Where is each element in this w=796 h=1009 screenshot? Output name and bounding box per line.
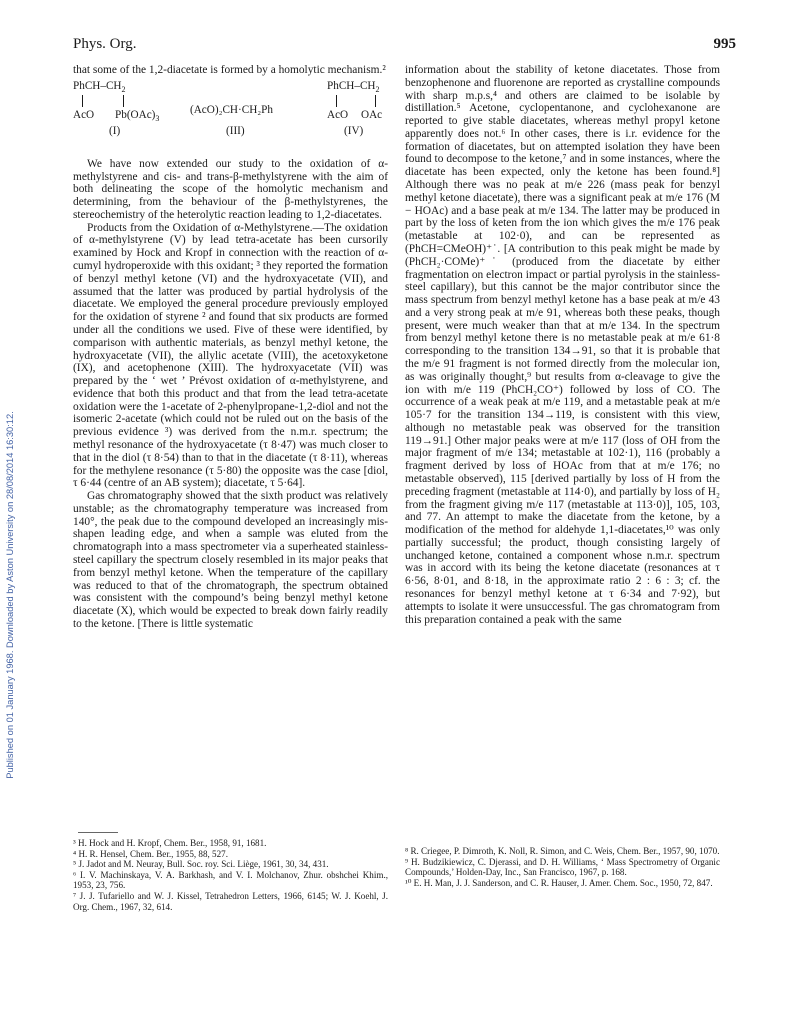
- structure-I-bottom-right: $Pb(OAc)_3$: [115, 108, 160, 124]
- footnote: ⁶ I. V. Machinskaya, V. A. Barkhash, and V. I. Molchanov, Zhur. obshchei Khim., 1953, 23, 756.: [73, 869, 388, 891]
- structure-I-bottom-left: AcO: [73, 108, 95, 121]
- bond-line: [123, 95, 124, 107]
- structure-III-label: (III): [226, 124, 245, 137]
- footnote: ³ H. Hock and H. Kropf, Chem. Ber., 1958, 91, 1681.: [73, 838, 267, 848]
- structure-IV-top: PhCH–$CH_2$: [327, 79, 380, 95]
- provenance-sidebar: [3, 215, 17, 975]
- provenance-text: Published on 01 January 1968. Downloaded by Aston University on 28/08/2014 16:30:12.: [5, 411, 15, 779]
- structure-IV-bottom-left: AcO: [327, 108, 349, 121]
- footnotes-left: [73, 838, 388, 912]
- paragraph: Products from the Oxidation of α-Methylstyrene.—The oxidation of α-methylstyrene (V) by lead tetra-acetate has been cursorily examined by Hock and Kropf in connection with the reaction of α-cumyl hydroperoxide with this oxidant; ³ they reported the formation of benzyl methyl ketone (VI) and the hydroxyacetate (VII), and assumed that the latter was produced by partial hydrolysis of the diacetate. We employed the general procedure previously employed for the oxidation of styrene ² and found that six products are formed under all the conditions we used. Five of these were identified, by comparison with authentic materials, as benzyl methyl ketone, the hydroxyacetate (VII), the allylic acetate (VIII), the acetoxyketone (IX), and acetophenone (XIII). The hydroxyacetate (VII) was prepared by the ‘ wet ’ Prévost oxidation of α-methylstyrene, and evidence that both this product and that from the lead tetra-acetate oxidation were the 1-acetate of 2-phenylpropane-1,2-diol and not the isomeric 2-acetate (which could not be ruled out on the basis of the previous evidence ³) was derived from the n.m.r. spectrum; the methyl resonance of the hydroxyacetate (τ 8·47) was much closer to that in the diol (τ 8·54) than to that in the diacetate (τ 8·11), whereas for the methylene resonance (τ 5·80) the opposite was the case [diol, τ 6·44 (centre of an AB system); diacetate, τ 5·64].: [73, 221, 388, 490]
- footnote: ⁷ J. J. Tufariello and W. J. Kissel, Tetrahedron Letters, 1966, 6145; W. J. Koehl, J. Org. Chem., 1967, 32, 614.: [73, 890, 388, 912]
- paragraph: We have now extended our study to the oxidation of α-methylstyrene and cis- and trans-β-methylstyrene with the aim of both delineating the scope of the homolytic mechanism and determining, from the behaviour of the β-methylstyrenes, the stereochemistry of the heterolytic reaction leading to 1,2-diacetates.: [73, 157, 388, 221]
- page-number: 995: [713, 36, 736, 52]
- structure-IV-bottom-right: OAc: [361, 108, 383, 121]
- footnote: ⁸ R. Criegee, P. Dimroth, K. Noll, R. Simon, and C. Weis, Chem. Ber., 1957, 90, 1070.: [405, 846, 720, 856]
- running-head-section: Phys. Org.: [73, 36, 137, 52]
- paragraph: that some of the 1,2-diacetate is formed by a homolytic mechanism.²: [73, 64, 386, 76]
- structure-I-label: (I): [109, 124, 121, 137]
- footnote: ¹⁰ E. H. Man, J. J. Sanderson, and C. R. Hauser, J. Amer. Chem. Soc., 1950, 72, 847.: [405, 877, 713, 888]
- footnote-divider: [78, 832, 118, 833]
- bond-line: [375, 95, 376, 107]
- structure-III: (AcO)₂CH·CH₂Ph: [190, 103, 273, 116]
- paragraph: information about the stability of ketone diacetates. Those from benzophenone and fluorenone are reported as crystalline compounds with sharp m.p.s,⁴ and others are claimed to be isolable by distillation.⁵ Acetone, cyclopentanone, and cyclohexanone are reported to give stable diacetates, whereas methyl propyl ketone apparently does not.⁶ In other cases, there is i.r. evidence for the formation of diacetates, but on attempted isolation they have been found to decompose to the ketone,⁷ and in some instances, where the diacetate has been expected, only the ketone has been found.⁸] Although there was no peak at m/e 226 (mass peak for benzyl methyl ketone diacetate), there was a significant peak at m/e 176 (M − HOAc) and a base peak at m/e 134. The latter may be produced in part by the loss of keten from the ion which gives the m/e 176 peak (metastable at 102·0), and can be represented as (PhCH=CMeOH)⁺˙. [A contribution to this peak might be made by (PhCH₂·COMe)⁺˙ (produced from the diacetate by either fragmentation on electron impact or partial pyrolysis in the stainless-steel capillary), but this cannot be the major contributor since the mass spectrum from benzyl methyl ketone has a base peak at m/e 43 and a very strong peak at m/e 91, whereas both these peaks, though present, were much weaker than that at m/e 134. In the spectrum from benzyl methyl ketone there is no metastable peak at m/e 61·8 corresponding to the transition 134→91, so that it is probable that the m/e 91 fragment is not formed directly from the molecular ion, as was originally thought,⁹ but results from α-cleavage to give the ion with m/e 119 (PhCH₂CO⁺) followed by loss of CO. The occurrence of a weak peak at m/e 119, and a metastable peak at m/e 105·7 for the transition 134→119, is consistent with this view, although no metastable peak was observed for the transition 119→91.] Other major peaks were at m/e 117 (loss of OH from the major fragment of m/e 134; metastable at 102·1), 116 (probably a fragment derived by loss of HOAc from that at m/e 176; no metastable observed), 115 [derived partially by loss of H from the preceding fragment (metastable at 114·0), and partially by loss of H₂ from the fragment giving m/e 117 (metastable at 113·0)], 105, 103, and 77. An attempt to make the diacetate from the ketone, by a modification of the method for aldehyde 1,1-diacetates,¹⁰ was only partially successful; the product, though consisting largely of unchanged ketone, contained a component whose n.m.r. spectrum was in accord with its being the ketone diacetate (resonances at τ 6·56, 8·01, and 8·18, in the approximate ratio 2 : 6 : 3; cf. the resonances for benzyl methyl ketone at τ 6·34 and 7·92), but attempts to isolate it were unsuccessful. The gas chromatogram from this preparation contained a peak with the same: [405, 64, 720, 626]
- footnotes-right: [405, 846, 720, 888]
- bond-line: [82, 95, 83, 107]
- structure-formulas: [73, 80, 388, 154]
- footnote: ⁹ H. Budzikiewicz, C. Djerassi, and D. H. Williams, ‘ Mass Spectrometry of Organic Compounds,’ Holden-Day, Inc., San Francisco, 1967, p. 168.: [405, 856, 720, 878]
- paragraph: Gas chromatography showed that the sixth product was relatively unstable; as the chromatography temperature was increased from 140°, the peak due to the compound developed an increasingly mis-shapen leading edge, and when a sample was eluted from the chromatograph into a mass spectrometer via a superheated stainless-steel capillary the spectrum closely resembled in its major peaks that from benzyl methyl ketone. When the temperature of the capillary was reduced to that of the chromatograph, the spectrum obtained was consistent with the compound’s being benzyl methyl ketone diacetate (X), which would be expected to break down fairly readily to the ketone. [There is little systematic: [73, 490, 388, 630]
- structure-IV-label: (IV): [344, 124, 364, 137]
- bond-line: [336, 95, 337, 107]
- footnote: ⁵ J. Jadot and M. Neuray, Bull. Soc. roy. Sci. Liège, 1961, 30, 34, 431.: [73, 859, 329, 870]
- left-column: [73, 64, 388, 631]
- right-column: [405, 64, 720, 626]
- structure-I-top: PhCH–$CH_2$: [73, 79, 126, 95]
- footnote: ⁴ H. R. Hensel, Chem. Ber., 1955, 88, 527.: [73, 848, 228, 859]
